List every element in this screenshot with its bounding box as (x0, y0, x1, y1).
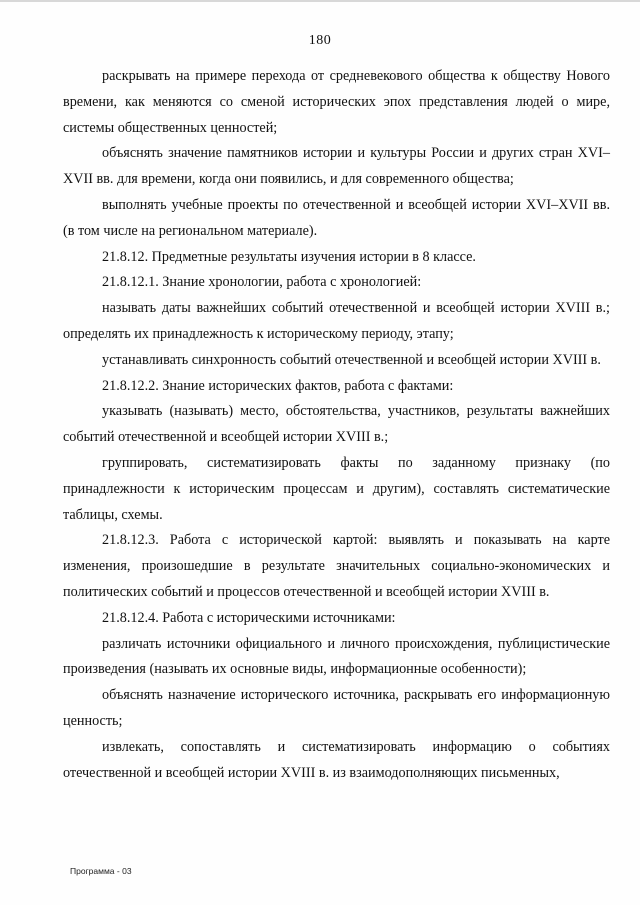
paragraph: различать источники официального и личного происхождения, публицистические произведения (называть их основные виды, информационные особенности); (63, 635, 610, 678)
scan-edge (0, 0, 640, 2)
document-body (63, 64, 610, 786)
subsection-heading: 21.8.12.2. Знание исторических фактов, работа с фактами: (102, 377, 454, 394)
section-heading: 21.8.12. Предметные результаты изучения истории в 8 классе. (102, 248, 476, 265)
paragraph: объяснять назначение исторического источника, раскрывать его информационную ценность; (63, 687, 610, 729)
footer-program-code: Программа - 03 (70, 866, 132, 876)
paragraph: выполнять учебные проекты по отечественной и всеобщей истории XVI–XVII вв. (в том числе на региональном материале). (63, 196, 610, 239)
paragraph: раскрывать на примере перехода от средневекового общества к обществу Нового времени, как меняются со сменой исторических эпох представления людей о мире, системы общественных ценностей; (63, 68, 610, 136)
paragraph: извлекать, сопоставлять и систематизировать информацию о событиях отечественной и всеобщей истории XVIII в. из взаимодополняющих письменных, (63, 738, 610, 781)
subsection-heading: 21.8.12.4. Работа с историческими источниками: (102, 609, 396, 626)
paragraph: группировать, систематизировать факты по заданному признаку (по принадлежности к историческим процессам и другим), составлять систематические таблицы, схемы. (63, 454, 610, 523)
paragraph: объяснять значение памятников истории и культуры России и других стран XVI–XVII вв. для времени, когда они появились, и для современного общества; (63, 145, 610, 188)
subsection-heading: 21.8.12.1. Знание хронологии, работа с хронологией: (102, 274, 422, 291)
paragraph: называть даты важнейших событий отечественной и всеобщей истории XVIII в.; определять их принадлежность к историческому периоду, этапу; (63, 300, 610, 342)
paragraph: указывать (называть) место, обстоятельства, участников, результаты важнейших событий отечественной и всеобщей истории XVIII в.; (63, 403, 610, 446)
paragraph: 21.8.12.3. Работа с исторической картой: выявлять и показывать на карте изменения, произошедшие в результате значительных социально-экономических и политических событий и процессов отечественной и всеобщей истории XVIII в. (63, 532, 610, 600)
page-number: 180 (308, 33, 332, 48)
paragraph: устанавливать синхронность событий отечественной и всеобщей истории XVIII в. (102, 351, 601, 368)
